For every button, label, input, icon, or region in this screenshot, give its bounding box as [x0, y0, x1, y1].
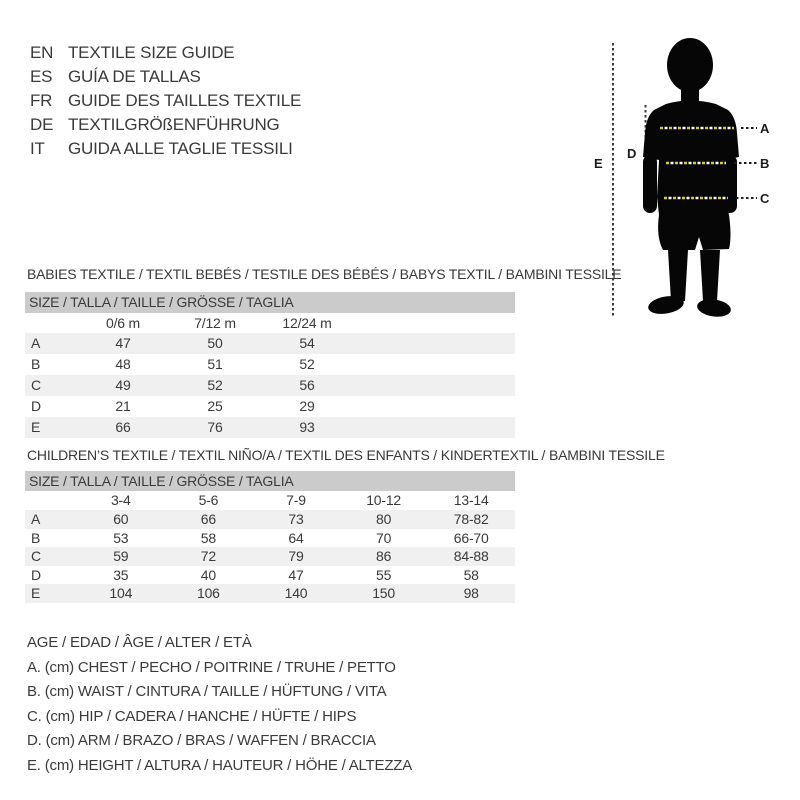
value-cell: 48 — [115, 356, 131, 372]
legend-age-line: AGE / EDAD / ÂGE / ALTER / ETÀ — [27, 634, 252, 651]
table-row — [25, 354, 515, 375]
value-cell: 72 — [200, 548, 216, 565]
child-silhouette — [643, 38, 739, 319]
value-cell: 58 — [463, 566, 479, 583]
row-label: A — [31, 335, 41, 351]
children-section-title: CHILDREN’S TEXTILE / TEXTIL NIÑO/A / TEXTIL DES ENFANTS / KINDERTEXTIL / BAMBINI TESSILE — [27, 447, 665, 463]
value-cell: 40 — [200, 566, 216, 583]
value-cell: 54 — [299, 335, 315, 351]
row-label: B — [31, 529, 41, 546]
lang-code: ES — [30, 67, 53, 86]
silhouette-left-arm — [643, 155, 657, 213]
value-cell: 93 — [299, 419, 315, 435]
silhouette-right-shoe — [696, 297, 732, 319]
lang-code: FR — [30, 91, 53, 110]
value-cell: 73 — [288, 511, 304, 527]
value-cell: 140 — [284, 585, 308, 602]
value-cell: 51 — [207, 356, 223, 372]
column-header: 7-9 — [286, 492, 306, 508]
value-cell: 66-70 — [453, 529, 489, 546]
value-cell: 47 — [115, 335, 131, 351]
column-header: 3-4 — [110, 492, 131, 508]
measurement-legend — [27, 631, 412, 778]
lang-label: GUIDA ALLE TAGLIE TESSILI — [68, 139, 293, 158]
empty-cell — [25, 491, 77, 510]
table-row — [25, 547, 515, 566]
column-header: 13-14 — [453, 492, 489, 508]
value-cell: 78-82 — [453, 511, 489, 527]
value-cell: 58 — [200, 529, 216, 546]
label-e: E — [594, 156, 603, 171]
row-label: C — [31, 548, 41, 565]
value-cell: 70 — [376, 529, 392, 546]
table-row — [25, 529, 515, 548]
label-c: C — [760, 191, 770, 206]
row-label: D — [31, 398, 41, 414]
column-header: 10-12 — [366, 492, 401, 508]
legend-item-waist: B. (cm) WAIST / CINTURA / TAILLE / HÜFTUNG / VITA — [27, 683, 387, 700]
lang-row-fr — [30, 89, 301, 113]
children-column-header-row — [25, 491, 515, 510]
lang-label: GUÍA DE TALLAS — [68, 67, 201, 86]
value-cell: 52 — [299, 356, 315, 372]
value-cell: 104 — [109, 585, 133, 602]
babies-size-table — [25, 292, 515, 438]
column-header: 0/6 m — [105, 315, 140, 331]
row-label: D — [31, 566, 41, 583]
value-cell: 79 — [288, 548, 304, 565]
value-cell: 50 — [207, 335, 223, 351]
table-row — [25, 584, 515, 603]
value-cell: 47 — [288, 566, 304, 583]
label-a: A — [760, 121, 770, 136]
silhouette-shorts — [657, 197, 731, 250]
value-cell: 66 — [115, 419, 131, 435]
lang-label: GUIDE DES TAILLES TEXTILE — [68, 91, 302, 110]
lang-row-es — [30, 65, 301, 89]
value-cell: 64 — [288, 529, 304, 546]
column-header: 12/24 m — [282, 315, 332, 331]
value-cell: 49 — [115, 377, 131, 393]
legend-item-arm: D. (cm) ARM / BRAZO / BRAS / WAFFEN / BRACCIA — [27, 732, 376, 749]
lang-row-de — [30, 113, 301, 137]
value-cell: 29 — [299, 398, 315, 414]
lang-row-it — [30, 137, 301, 161]
value-cell: 76 — [207, 419, 223, 435]
value-cell: 150 — [372, 585, 395, 602]
row-label: A — [31, 511, 41, 527]
silhouette-right-leg — [700, 250, 720, 301]
silhouette-left-leg — [668, 250, 688, 301]
value-cell: 80 — [376, 511, 392, 527]
lang-code: DE — [30, 115, 54, 134]
lang-label: TEXTILGRÖßENFÜHRUNG — [68, 115, 280, 134]
column-header: 7/12 m — [194, 315, 236, 331]
lang-label: TEXTILE SIZE GUIDE — [68, 43, 235, 62]
value-cell: 84-88 — [453, 548, 489, 565]
value-cell: 25 — [207, 398, 223, 414]
babies-section-title: BABIES TEXTILE / TEXTIL BEBÉS / TESTILE DES BÉBÉS / BABYS TEXTIL / BAMBINI TESSILE — [27, 266, 622, 282]
babies-column-header-row — [25, 313, 515, 333]
legend-item-chest: A. (cm) CHEST / PECHO / POITRINE / TRUHE / PETTO — [27, 658, 396, 676]
value-cell: 52 — [207, 377, 223, 393]
babies-size-header-bar: SIZE / TALLA / TAILLE / GRÖSSE / TAGLIA — [25, 292, 515, 313]
table-row — [25, 396, 515, 417]
row-label: E — [31, 585, 41, 602]
lang-code: IT — [30, 139, 45, 158]
table-row — [25, 375, 515, 396]
legend-item-height: E. (cm) HEIGHT / ALTURA / HAUTEUR / HÖHE / ALTEZZA — [27, 756, 413, 774]
row-label: C — [31, 377, 41, 393]
value-cell: 98 — [463, 585, 479, 602]
value-cell: 21 — [115, 398, 131, 414]
lang-code: EN — [30, 43, 54, 62]
table-row — [25, 566, 515, 585]
value-cell: 55 — [376, 566, 392, 583]
empty-cell — [25, 313, 77, 333]
language-list — [30, 41, 301, 161]
table-row — [25, 417, 515, 438]
value-cell: 59 — [113, 548, 129, 565]
value-cell: 35 — [113, 566, 129, 583]
children-size-table — [25, 471, 515, 603]
value-cell: 66 — [200, 511, 216, 527]
value-cell: 53 — [113, 529, 129, 546]
value-cell: 60 — [113, 511, 129, 527]
legend-item-hip: C. (cm) HIP / CADERA / HANCHE / HÜFTE / HIPS — [27, 707, 357, 725]
silhouette-head — [667, 38, 713, 92]
row-label: B — [31, 356, 41, 372]
column-header: 5-6 — [198, 492, 219, 508]
value-cell: 106 — [197, 585, 220, 602]
table-row — [25, 510, 515, 529]
row-label: E — [31, 419, 41, 435]
children-size-header-bar: SIZE / TALLA / TAILLE / GRÖSSE / TAGLIA — [25, 471, 515, 491]
lang-row-en — [30, 41, 301, 65]
label-d: D — [627, 146, 637, 161]
value-cell: 56 — [299, 377, 315, 393]
value-cell: 86 — [376, 548, 392, 565]
label-b: B — [760, 156, 770, 171]
table-row — [25, 333, 515, 354]
